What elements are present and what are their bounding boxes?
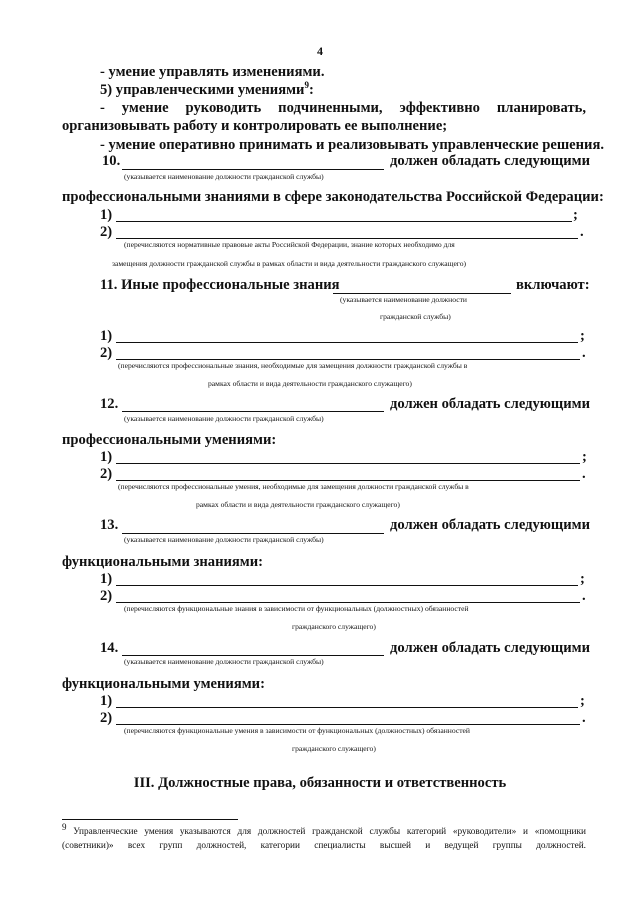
- fill-line: [122, 169, 384, 170]
- section-tail: должен обладать следующими: [390, 517, 591, 533]
- list-marker: 2): [100, 345, 113, 361]
- fill-line: [116, 707, 578, 708]
- fill-line: [333, 293, 511, 294]
- list-end: .: [582, 710, 586, 726]
- field-note: рамках области и вида деятельности гражданского служащего): [196, 500, 400, 509]
- fill-line: [122, 533, 384, 534]
- fill-line: [116, 238, 578, 239]
- list-end: ;: [580, 693, 585, 709]
- list-marker: 1): [100, 207, 113, 223]
- list-marker: 2): [100, 588, 113, 604]
- section-tail: должен обладать следующими: [390, 396, 591, 412]
- list-end: .: [582, 345, 586, 361]
- page-number: 4: [317, 44, 323, 58]
- text-line: - умение управлять изменениями.: [100, 64, 325, 80]
- list-marker: 1): [100, 693, 113, 709]
- field-hint: (указывается наименование должности гражданской службы): [124, 414, 324, 423]
- section-head: 11. Иные профессиональные знания: [100, 277, 340, 293]
- footnote-ref: 9: [304, 80, 309, 91]
- text-line: организовывать работу и контролировать ее выполнение;: [62, 118, 448, 134]
- fill-line: [116, 602, 580, 603]
- list-marker: 2): [100, 224, 113, 240]
- list-end: ;: [580, 328, 585, 344]
- fill-line: [116, 585, 578, 586]
- field-note: (перечисляются функциональные знания в зависимости от функциональных (должностных) обязанностей: [124, 604, 469, 613]
- field-hint: (указывается наименование должности гражданской службы): [124, 535, 324, 544]
- fill-line: [116, 342, 578, 343]
- chapter-heading: III. Должностные права, обязанности и ответственность: [133, 775, 507, 791]
- footnote: [62, 821, 586, 853]
- fill-line: [116, 724, 580, 725]
- fill-line: [122, 655, 384, 656]
- fill-line: [122, 411, 384, 412]
- list-end: .: [582, 588, 586, 604]
- field-hint: (указывается наименование должности гражданской службы): [124, 172, 324, 181]
- list-marker: 1): [100, 571, 113, 587]
- section-number: 10.: [102, 153, 121, 169]
- field-note: (перечисляются профессиональные знания, необходимые для замещения должности гражданской службы в: [118, 361, 468, 370]
- section-continuation: функциональными умениями:: [62, 676, 265, 692]
- field-note: гражданского служащего): [292, 622, 376, 631]
- section-tail: должен обладать следующими: [390, 640, 591, 656]
- section-number: 14.: [100, 640, 119, 656]
- list-marker: 1): [100, 449, 113, 465]
- list-end: .: [580, 224, 584, 240]
- field-note: (перечисляются профессиональные умения, необходимые для замещения должности гражданской службы в: [118, 482, 469, 491]
- section-tail: включают:: [516, 277, 590, 293]
- field-hint: гражданской службы): [380, 312, 451, 321]
- footnote-separator: [62, 819, 238, 820]
- fill-line: [116, 359, 580, 360]
- text-line: - умение оперативно принимать и реализовывать управленческие решения.: [100, 137, 604, 153]
- field-hint: (указывается наименование должности: [340, 295, 467, 304]
- list-end: ;: [582, 449, 587, 465]
- text-line: - умение руководить подчиненными, эффективно планировать,: [100, 100, 586, 116]
- list-marker: 1): [100, 328, 113, 344]
- field-hint: (указывается наименование должности гражданской службы): [124, 657, 324, 666]
- fill-line: [116, 463, 580, 464]
- list-end: .: [582, 466, 586, 482]
- list-marker: 2): [100, 466, 113, 482]
- section-continuation: профессиональными знаниями в сфере законодательства Российской Федерации:: [62, 189, 604, 205]
- section-continuation: профессиональными умениями:: [62, 432, 277, 448]
- footnote-text: Управленческие умения указываются для должностей гражданской службы категорий «руководители» и «помощники (советники)» всех групп должностей, категории специалисты высшей и ведущей группы должностей.: [62, 827, 586, 851]
- text-line: 5) управленческими умениями$^9$:: [100, 80, 314, 98]
- section-number: 12.: [100, 396, 119, 412]
- field-note: гражданского служащего): [292, 744, 376, 753]
- footnote-mark: 9: [62, 821, 67, 832]
- section-number: 13.: [100, 517, 119, 533]
- list-end: ;: [573, 207, 578, 223]
- list-marker: 2): [100, 710, 113, 726]
- list-end: ;: [580, 571, 585, 587]
- field-note: (перечисляются нормативные правовые акты Российской Федерации, знание которых необходимо для: [124, 240, 455, 249]
- fill-line: [116, 480, 580, 481]
- field-note: (перечисляются функциональные умения в зависимости от функциональных (должностных) обязанностей: [124, 726, 470, 735]
- field-note: рамках области и вида деятельности гражданского служащего): [208, 379, 412, 388]
- section-tail: должен обладать следующими: [390, 153, 591, 169]
- field-note: замещения должности гражданской службы в рамках области и вида деятельности гражданского служащего): [112, 259, 467, 268]
- fill-line: [116, 221, 572, 222]
- section-continuation: функциональными знаниями:: [62, 554, 263, 570]
